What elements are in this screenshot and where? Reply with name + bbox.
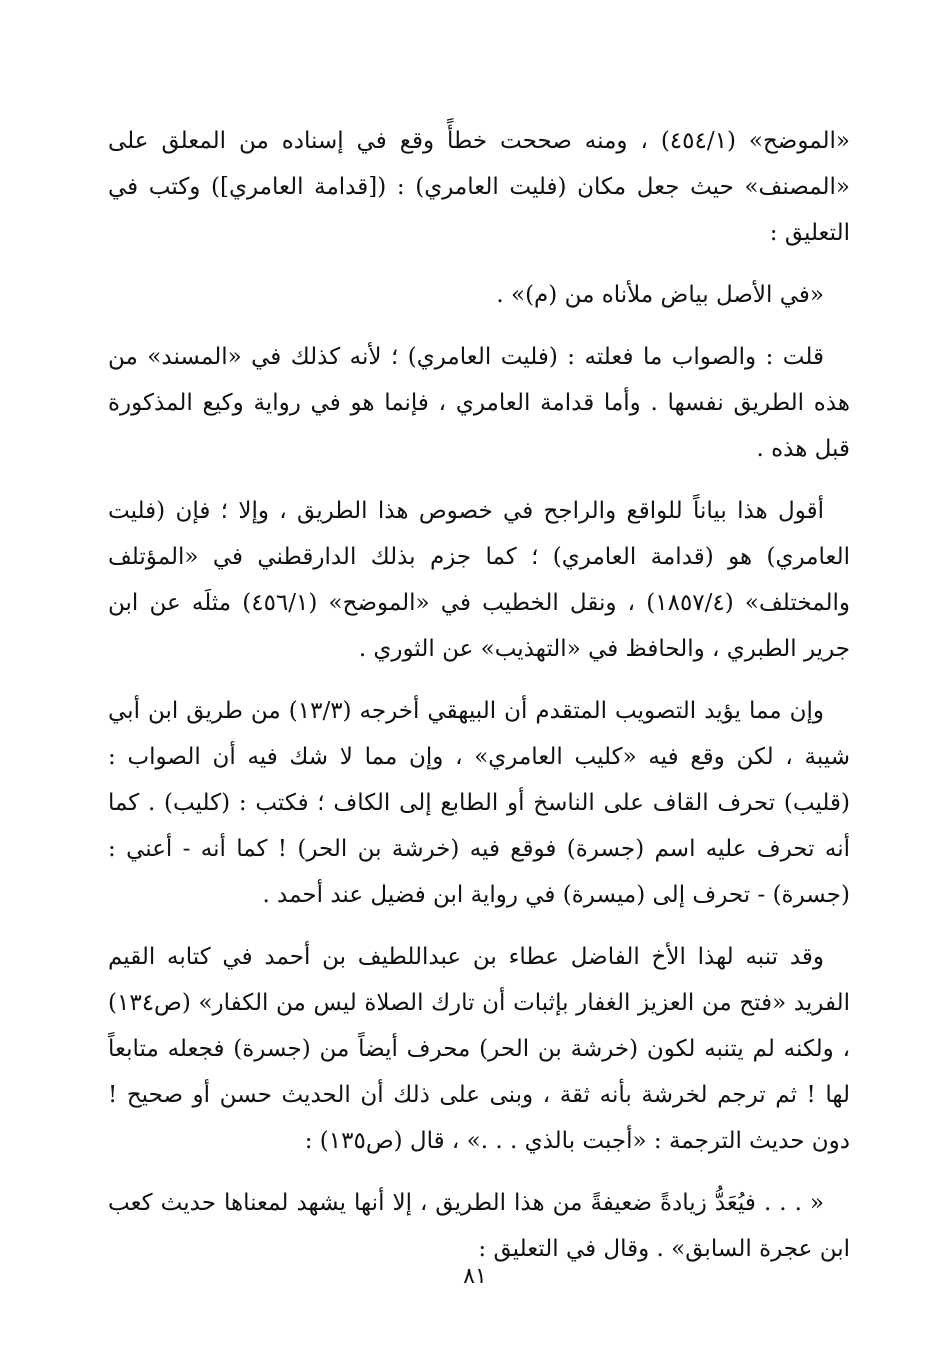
paragraph-1: «الموضح» (٤٥٤/١) ، ومنه صححت خطأً وقع في إسناده من المعلق على «المصنف» حيث جعل مكان (فليت العامري) : ([قدامة العامري]) وكتب في التعليق : bbox=[108, 128, 850, 246]
paragraph-3: قلت : والصواب ما فعلته : (فليت العامري) ؛ لأنه كذلك في «المسند» من هذه الطريق نفسها . وأما قدامة العامري ، فإنما هو في رواية وكيع المذكورة قبل هذه . bbox=[108, 344, 850, 462]
paragraph-6: وقد تنبه لهذا الأخ الفاضل عطاء بن عبداللطيف بن أحمد في كتابه القيم الفريد «فتح من العزيز الغفار بإثبات أن تارك الصلاة ليس من الكفار» (ص١٣٤) ، ولكنه لم يتنبه لكون (خرشة بن الحر) محرف أيضاً من (جسرة) فجعله متابعاً لها ! ثم ترجم لخرشة بأنه ثقة ، وبنى على ذلك أن الحديث حسن أو صحيح ! دون حديث الترجمة : «أجبت بالذي . . .» ، قال (ص١٣٥) : bbox=[108, 944, 850, 1154]
paragraph-5: وإن مما يؤيد التصويب المتقدم أن البيهقي أخرجه (١٣/٣) من طريق ابن أبي شيبة ، لكن وقع فيه «كليب العامري» ، وإن مما لا شك فيه أن الصواب : (قليب) تحرف القاف على الناسخ أو الطابع إلى الكاف ؛ فكتب : (كليب) . كما أنه تحرف عليه اسم (جسرة) فوقع فيه (خرشة بن الحر) ! كما أنه - أعني : (جسرة) - تحرف إلى (ميسرة) في رواية ابن فضيل عند أحمد . bbox=[108, 698, 850, 908]
body-text bbox=[108, 118, 850, 1288]
paragraph-2-quote: «في الأصل بياض ملأناه من (م)» . bbox=[496, 282, 824, 308]
paragraph-4: أقول هذا بياناً للواقع والراجح في خصوص هذا الطريق ، وإلا ؛ فإن (فليت العامري) هو (قدامة العامري) ؛ كما جزم بذلك الدارقطني في «المؤتلف والمختلف» (١٨٥٧/٤) ، ونقل الخطيب في «الموضح» (٤٥٦/١) مثلَه عن ابن جرير الطبري ، والحافظ في «التهذيب» عن الثوري . bbox=[108, 498, 850, 662]
paragraph-7-quote: « . . . فيُعَدُّ زيادةً ضعيفةً من هذا الطريق ، إلا أنها يشهد لمعناها حديث كعب ابن عجرة السابق» . وقال في التعليق : bbox=[108, 1190, 850, 1262]
page-number: ٨١ bbox=[463, 1264, 487, 1289]
